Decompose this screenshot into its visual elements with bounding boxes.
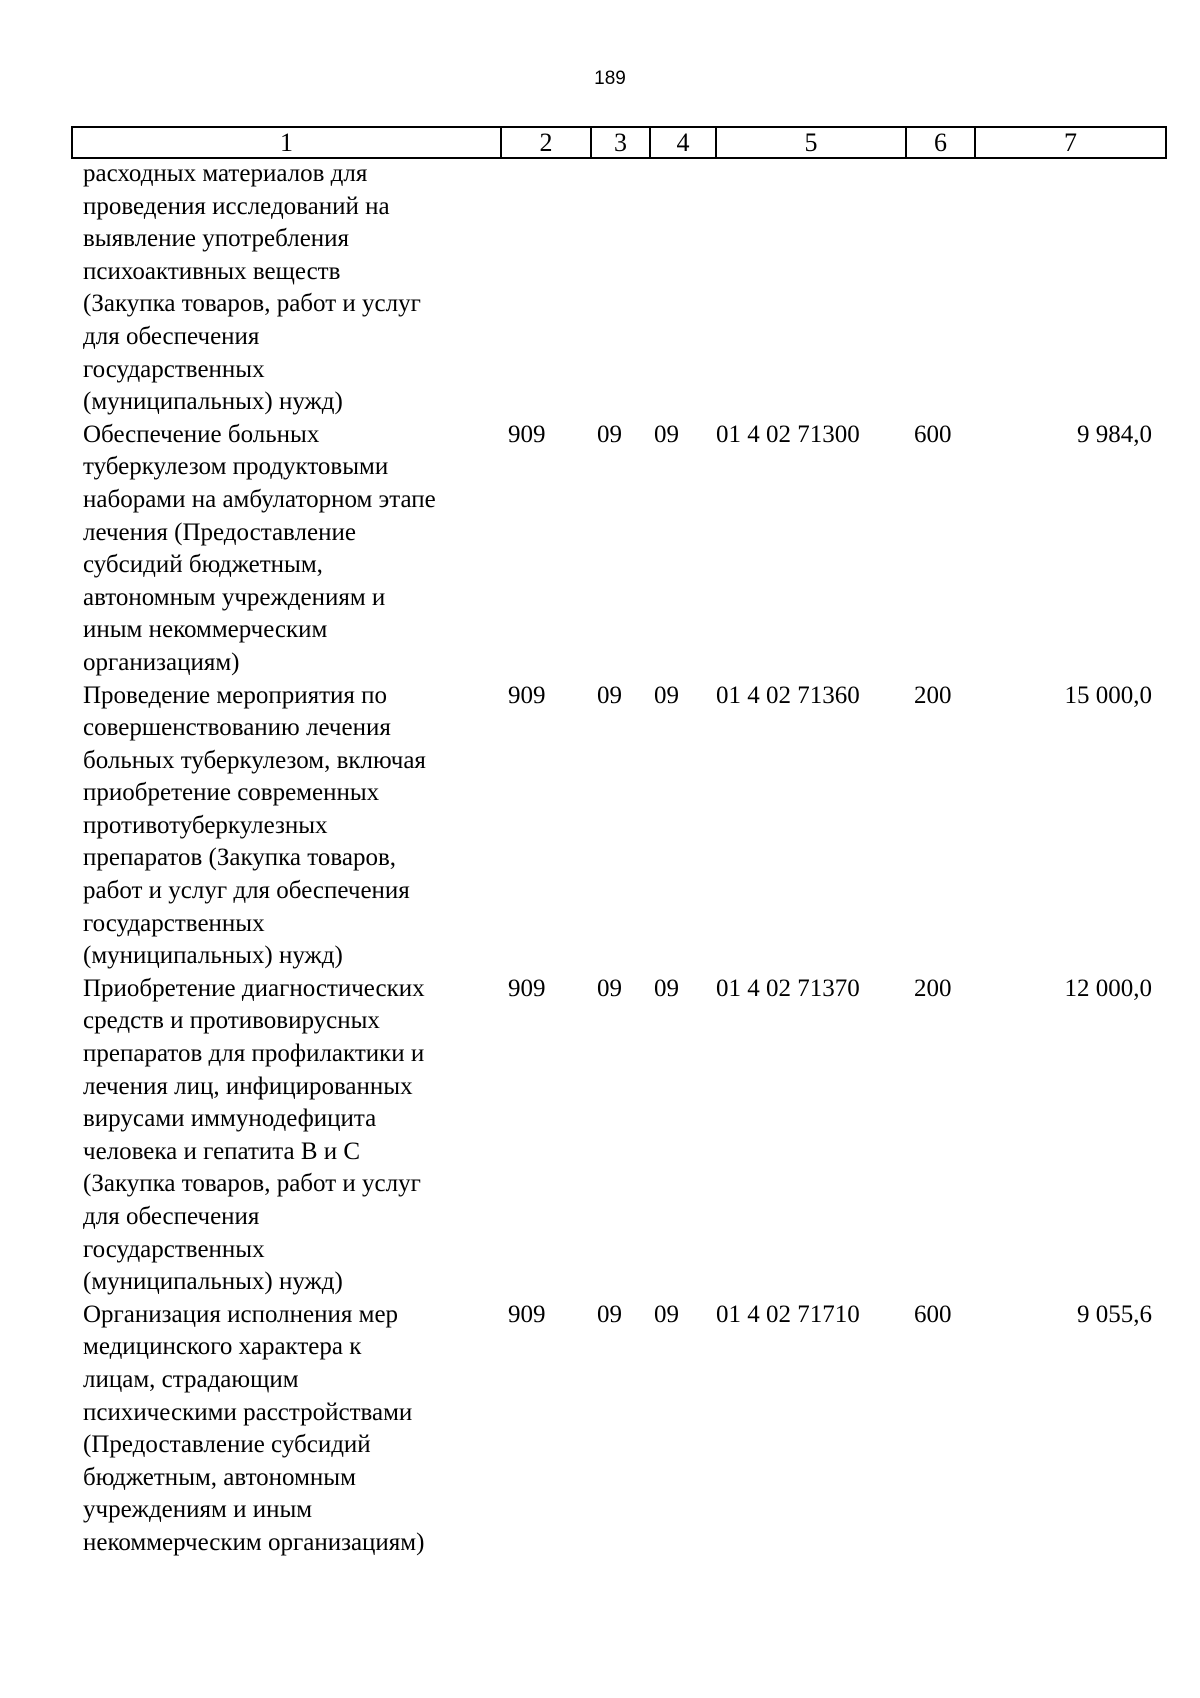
table-row <box>0 973 1200 1299</box>
budget-table-body <box>0 158 1200 1560</box>
column-header-2: 2 <box>501 127 591 158</box>
row-col6: 200 <box>914 974 952 1002</box>
table-row <box>0 419 1200 680</box>
page-number: 189 <box>594 68 626 89</box>
row-col6: 600 <box>914 1300 952 1328</box>
column-header-1: 1 <box>72 127 501 158</box>
row-col7: 9 055,6 <box>1077 1300 1152 1328</box>
row-col2: 909 <box>508 974 546 1002</box>
row-col3: 09 <box>597 681 622 709</box>
row-col7: 12 000,0 <box>1064 974 1152 1002</box>
column-header-4: 4 <box>650 127 716 158</box>
column-header-5: 5 <box>716 127 906 158</box>
table-row <box>0 1299 1200 1560</box>
row-description: Обеспечение больных туберкулезом продуктовыми наборами на амбулаторном этапе лечения (Предоставление субсидий бюджетным, автономным учреждениям и иным некоммерческим организациям) <box>83 420 436 676</box>
row-col5: 01 4 02 71300 <box>716 420 860 448</box>
row-col3: 09 <box>597 1300 622 1328</box>
row-col5: 01 4 02 71710 <box>716 1300 860 1328</box>
row-col4: 09 <box>654 1300 679 1328</box>
row-col5: 01 4 02 71370 <box>716 974 860 1002</box>
row-col7: 15 000,0 <box>1064 681 1152 709</box>
row-col3: 09 <box>597 420 622 448</box>
column-header-3: 3 <box>591 127 650 158</box>
table-row <box>0 158 1200 419</box>
row-description: расходных материалов для проведения исследований на выявление употребления психоактивных веществ (Закупка товаров, работ и услуг для обеспечения государственных (муниципальных) нужд) <box>83 160 421 416</box>
column-header-6: 6 <box>906 127 975 158</box>
column-header-row <box>71 126 1167 159</box>
row-description: Проведение мероприятия по совершенствованию лечения больных туберкулезом, включая приобретение современных противотуберкулезных препаратов (Закупка товаров, работ и услуг для обеспечения государственных (муниципальных) нужд) <box>83 681 426 970</box>
row-col4: 09 <box>654 974 679 1002</box>
row-col4: 09 <box>654 420 679 448</box>
row-col2: 909 <box>508 1300 546 1328</box>
row-description: Организация исполнения мер медицинского характера к лицам, страдающим психическими расстройствами (Предоставление субсидий бюджетным, автономным учреждениям и иным некоммерческим организациям) <box>83 1300 425 1556</box>
row-col5: 01 4 02 71360 <box>716 681 860 709</box>
column-header-7: 7 <box>975 127 1166 158</box>
row-col3: 09 <box>597 974 622 1002</box>
row-col6: 200 <box>914 681 952 709</box>
row-col2: 909 <box>508 681 546 709</box>
row-col7: 9 984,0 <box>1077 420 1152 448</box>
row-col2: 909 <box>508 420 546 448</box>
table-row <box>0 680 1200 973</box>
row-col6: 600 <box>914 420 952 448</box>
row-description: Приобретение диагностических средств и противовирусных препаратов для профилактики и лечения лиц, инфицированных вирусами иммунодефицита человека и гепатита В и С (Закупка товаров, работ и услуг для обеспечения государственных (муниципальных) нужд) <box>83 974 425 1296</box>
row-col4: 09 <box>654 681 679 709</box>
